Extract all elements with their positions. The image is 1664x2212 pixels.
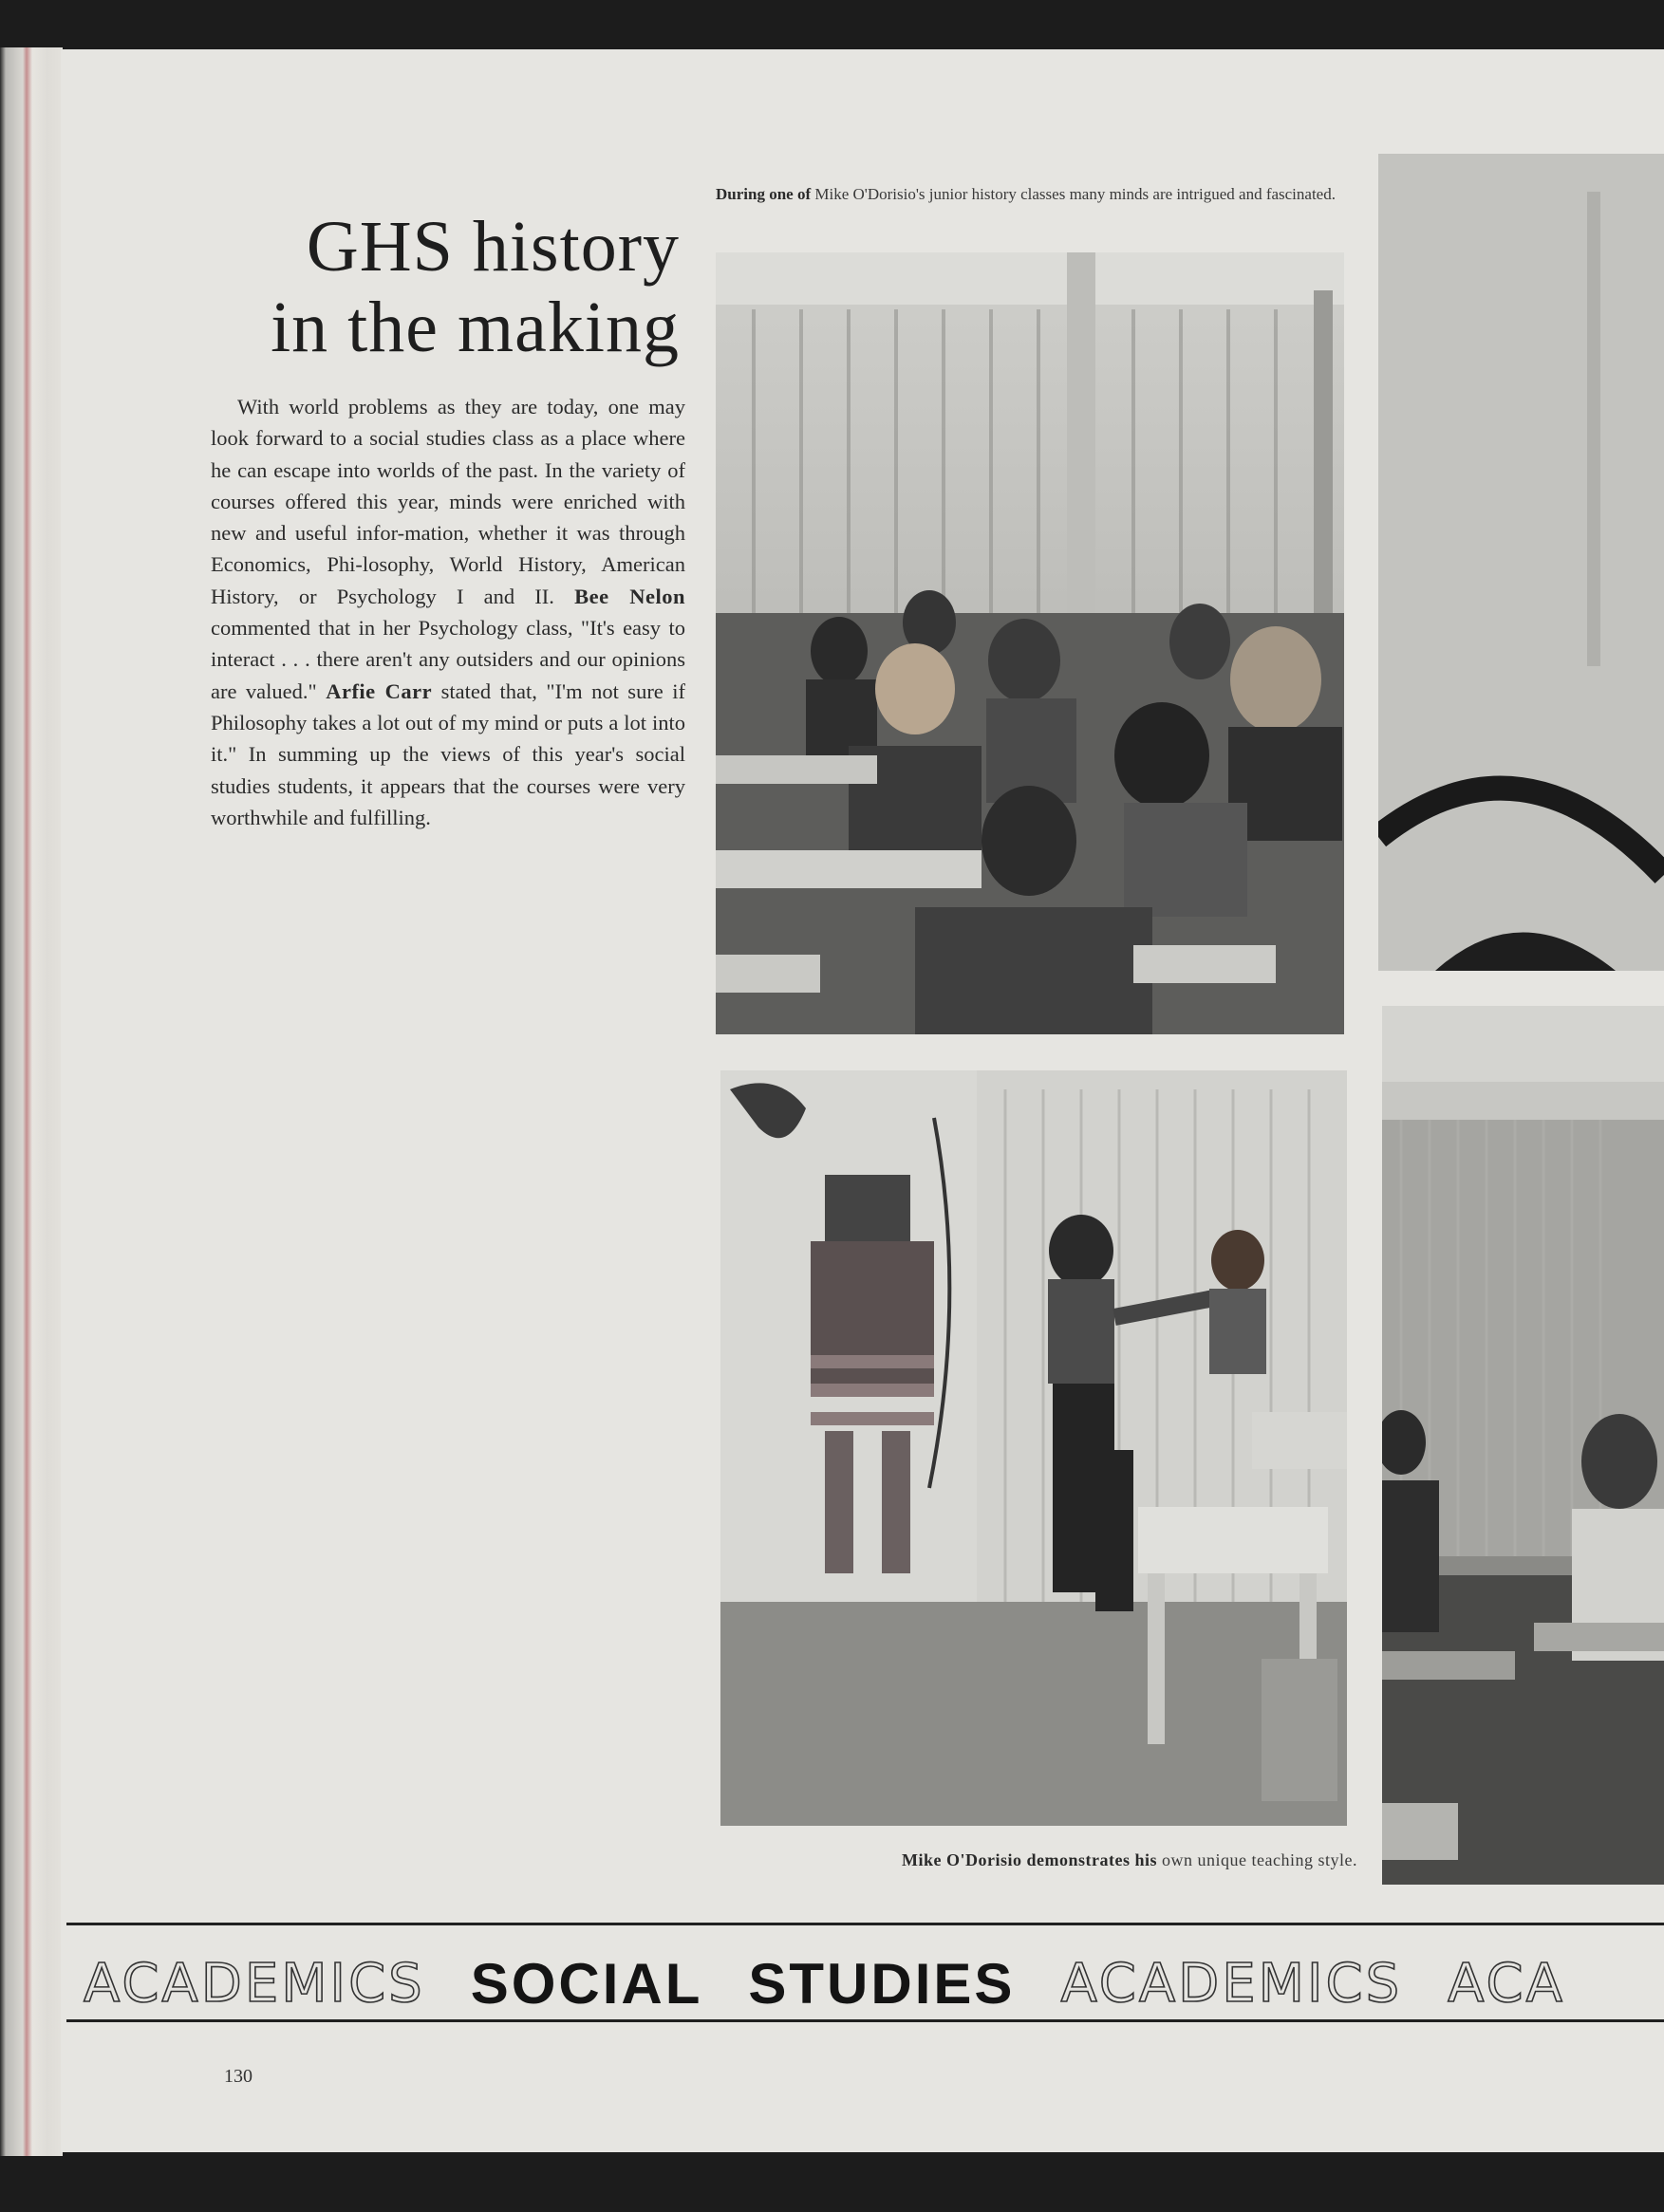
banner-outline-word: ACADEMICS [84, 1952, 425, 2015]
section-banner [66, 1926, 1664, 2040]
banner-outline-word-partial: ACA [1448, 1952, 1565, 2015]
teacher-demonstration-photo [720, 1070, 1347, 1826]
edge-photo-bottom [1382, 1006, 1664, 1885]
bottom-photo-caption [759, 1850, 1357, 1870]
edge-photo-top [1378, 154, 1664, 971]
banner-bottom-rule [66, 2019, 1664, 2022]
page-number: 130 [224, 2066, 252, 2087]
caption-lead: Mike O'Dorisio demonstrates his [902, 1850, 1158, 1869]
body-text-segment: stated that, "I'm not sure if Philosophy takes a lot out of my mind or puts a lot into it." In summing up the views of this year's social studies students, it appears that the courses were very worthwhile and fulfilling. [211, 678, 686, 829]
banner-section-word: SOCIAL [470, 1951, 703, 2016]
caption-text: Mike O'Dorisio's junior history classes many minds are intrigued and fascinated. [811, 185, 1336, 203]
banner-section-word: STUDIES [748, 1951, 1016, 2016]
article-headline [186, 207, 680, 368]
top-photo-caption [716, 180, 1342, 208]
book-spine-edge [0, 47, 63, 2156]
body-text-segment: commented that in her Psychology class, "It's easy to interact . . . there aren't any outsiders and our opinions are valued." [211, 616, 685, 703]
headline-line-2: in the making [271, 288, 680, 367]
banner-outline-word: ACADEMICS [1060, 1952, 1403, 2015]
caption-text: own unique teaching style. [1157, 1850, 1357, 1869]
student-name: Bee Nelon [574, 584, 685, 608]
student-name: Arfie Carr [326, 678, 433, 703]
article-body [211, 391, 685, 833]
caption-lead: During one of [716, 185, 812, 203]
classroom-photo [716, 252, 1344, 1034]
body-text-segment: With world problems as they are today, one may look forward to a social studies class as a place where he can escape into worlds of the past. In the variety of courses offered this year, minds were enriched with new and useful infor-mation, whether it was through Economics, Phi-losophy, World History, American History, or Psychology I and II. [211, 395, 685, 608]
headline-line-1: GHS history [306, 207, 680, 287]
banner-top-rule [66, 1923, 1664, 1925]
